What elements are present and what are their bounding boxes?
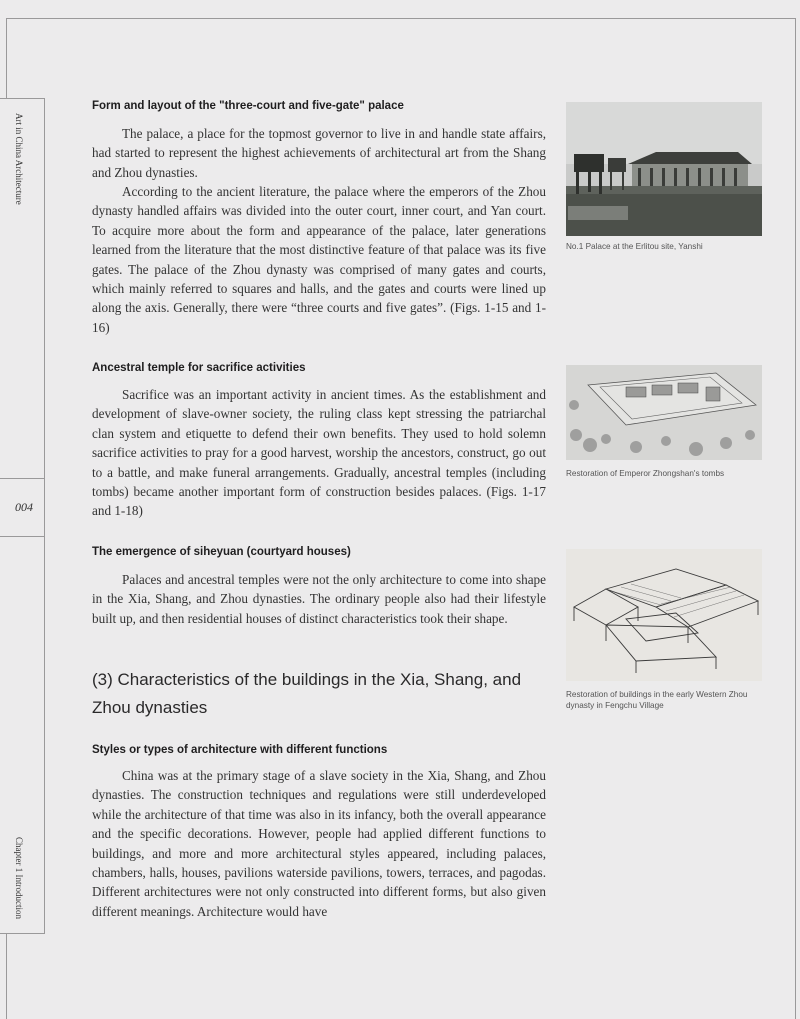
- paragraph: Palaces and ancestral temples were not the only architecture to come into shape in the Xia, Shang, and Zhou dynasties. The ordinary people also had their lifestyle built up, and then residential houses of distinct characteristics took their shape.: [92, 572, 546, 626]
- figure-caption: Restoration of buildings in the early Western Zhou dynasty in Fengchu Village: [566, 690, 748, 710]
- figure-fengchu-courtyard-drawing: [566, 549, 762, 681]
- sidebar-chapter-tab: [0, 536, 45, 934]
- paragraph: The palace, a place for the topmost governor to live in and handle state affairs, had started to represent the highest achievements of architectural art from the Shang and Zhou dynasties.: [92, 126, 546, 180]
- book-title: Art in China Architecture: [14, 113, 24, 205]
- chapter-label: Chapter 1 Introduction: [14, 837, 24, 919]
- figure-erlitou-palace-photo: [566, 102, 762, 236]
- section-heading-temple: Ancestral temple for sacrifice activities: [92, 362, 306, 374]
- figure-caption: No.1 Palace at the Erlitou site, Yanshi: [566, 242, 703, 251]
- figure-zhongshan-tombs-drawing: [566, 365, 762, 460]
- major-heading: (3) Characteristics of the buildings in the Xia, Shang, and Zhou dynasties: [92, 670, 522, 717]
- tomb-drawing-image: [566, 365, 762, 460]
- page-number: 004: [15, 500, 33, 514]
- section-heading-palace: Form and layout of the "three-court and five-gate" palace: [92, 100, 404, 112]
- paragraph: China was at the primary stage of a slave society in the Xia, Shang, and Zhou dynasties. The construction techniques and regulations were still underdeveloped while the architecture of that time was also in its infancy, both the overall appearance and the specific decorations. However, people had applied different functions to buildings, and more and more architectural styles appeared, including palaces, chambers, halls, houses, pavilions waterside pavilions, towers, terraces, and pagodas. Different architectures were not only constructed into different forms, but also given different meanings. Architecture would have: [92, 768, 546, 919]
- section-heading-functions: Styles or types of architecture with different functions: [92, 744, 388, 756]
- paragraph: Sacrifice was an important activity in ancient times. As the establishment and development of slave-owner society, the ruling class kept stressing the patriarchal clan system and etiquette to defend their own benefits. They used to hold solemn sacrifice activities to pray for a good harvest, worship the ancestors, construct, go out to a battle, and make funeral arrangements. Gradually, ancestral temples (including tombs) became another important form of construction besides palaces. (Figs. 1-17 and 1-18): [92, 387, 546, 519]
- section-heading-siheyuan: The emergence of siheyuan (courtyard houses): [92, 546, 351, 558]
- figure-caption: Restoration of Emperor Zhongshan's tombs: [566, 469, 725, 478]
- palace-photo-image: [566, 102, 762, 236]
- sidebar-book-title-tab: [0, 98, 45, 480]
- courtyard-drawing-image: [566, 549, 762, 681]
- paragraph: According to the ancient literature, the palace where the emperors of the Zhou dynasty handled affairs was divided into the outer court, inner court, and Yan court. To acquire more about the form and appearance of the palace, later generations learned from the literature that the most distinctive feature of that palace was its five gates. The palace of the Zhou dynasty was comprised of many gates and courts, which mainly referred to squares and halls, and the gates and courts were lined up along the axis. Generally, there were “three courts and five gates”. (Figs. 1-15 and 1-16): [92, 184, 546, 335]
